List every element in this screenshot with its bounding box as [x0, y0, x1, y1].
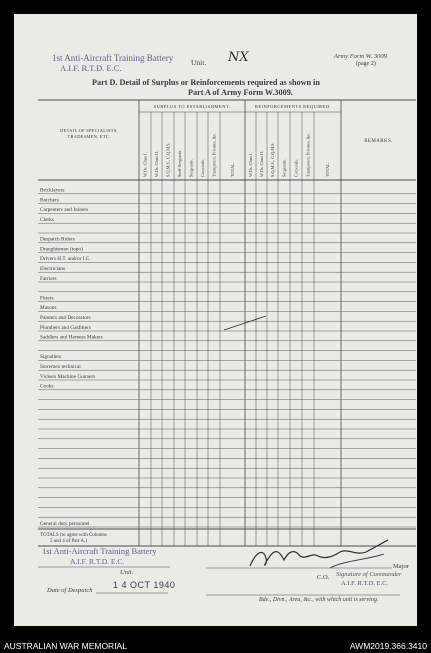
row-label: General duty personnel — [40, 520, 90, 527]
bottom-unit-stamp-line1: 1st Anti-Aircraft Training Battery — [42, 546, 157, 556]
row-label: Draughtsmen (topo) — [40, 246, 83, 253]
unit-stamp-line2: A.I.F. R.T.D. E.C. — [60, 63, 122, 73]
row-label: Bricklayers — [40, 187, 65, 194]
totals-label: TOTALS (to agree with Columns — [40, 533, 107, 538]
row-label: Storemen technical — [40, 364, 81, 370]
surplus-column-header: Corporals. — [200, 158, 205, 177]
reinforcement-column-header: S.Q.M.S., C.Q.M.S. — [270, 142, 275, 177]
row-label: Plumbers and Gasfitters — [40, 324, 91, 331]
caption-left: AUSTRALIAN WAR MEMORIAL — [4, 641, 127, 651]
row-label: Cooks — [40, 383, 54, 390]
row-label: Masons — [40, 305, 57, 312]
reinforcement-column-header: Sergeants. — [281, 159, 287, 177]
row-label: Carpenters and Joiners — [40, 207, 89, 214]
reinforcement-column-header: Corporals. — [293, 158, 299, 177]
caption-bar — [0, 640, 431, 653]
reinforcement-column-header: TOTAL. — [325, 162, 330, 177]
row-label: Drivers H.T. and/or I.C. — [40, 256, 91, 263]
detail-header-line2: TRADESMEN, ETC. — [67, 134, 111, 139]
detail-header: DETAIL OF SPECIALISTS, — [60, 128, 118, 133]
row-label: Signallers — [40, 354, 62, 361]
surplus-header: SURPLUS TO ESTABLISHMENT. — [153, 104, 231, 109]
remarks-header: REMARKS. — [364, 139, 393, 144]
date-stamp: 1 4 OCT 1940 — [113, 580, 176, 590]
row-label: Despatch Riders — [40, 236, 75, 243]
row-label: Electricians — [40, 266, 65, 272]
row-label: Fitters — [40, 295, 54, 302]
totals-label-line2: 5 and 4 of Part A.) — [50, 539, 87, 544]
form-page-ref: (page 2) — [356, 61, 376, 67]
reinforcement-column-header: W.Os. Class I. — [248, 152, 253, 177]
surplus-column-header: W.Os. Class II. — [154, 151, 159, 177]
footer-note: Bde., Divn., Area, &c., with which unit is serving. — [259, 597, 379, 603]
co-label: C.O. — [317, 574, 330, 581]
signature-stamp-line1: Signature of Commander — [336, 571, 402, 578]
row-label: Clerks — [40, 217, 54, 223]
caption-right: AWM2019.366.3410 — [349, 641, 427, 651]
form-title-line2: Part A of Army Form W.3009. — [188, 88, 293, 97]
row-label: Vickers Machine Gunners — [40, 373, 96, 380]
surplus-column-header: TOTAL. — [230, 162, 235, 177]
handwritten-initials: NX — [228, 50, 249, 65]
reinforcements-header: REINFORCEMENTS REQUIRED. — [254, 104, 332, 109]
unit-suffix: Unit. — [191, 58, 207, 67]
form-title: Part D. Detail of Surplus or Reinforcements required as shown in — [92, 78, 320, 87]
unit-label: Unit. — [120, 569, 134, 576]
surplus-column-header: Sergeants. — [188, 159, 194, 177]
row-label: Painters and Decorators — [40, 315, 91, 321]
surplus-column-header: W.Os. Class I. — [142, 152, 148, 177]
unit-stamp-line1: 1st Anti-Aircraft Training Battery — [52, 53, 174, 63]
row-label: Saddlers and Harness Makers — [40, 334, 103, 341]
reinforcement-column-header: W.Os. Class II. — [259, 151, 264, 177]
signature-stamp-line2: A.I.F. R.T.D. E.C. — [341, 580, 389, 587]
surplus-column-header: Staff-Sergeants — [177, 150, 182, 177]
handwritten-signature — [250, 540, 388, 566]
surplus-column-header: Trumpeters, Privates, &c. — [211, 132, 217, 177]
date-label: Date of Despatch — [47, 587, 93, 594]
row-label: Butchers — [40, 197, 59, 204]
bottom-unit-stamp-line2: A.I.F. R.T.D. E.C. — [70, 557, 125, 566]
rank-label: Major — [393, 563, 409, 570]
reinforcement-column-header: Trumpeters, Privates, &c. — [305, 132, 311, 177]
signature-underline — [330, 554, 384, 568]
surplus-column-header: S.Q.M.S., C.Q.M.S. — [165, 142, 171, 177]
row-label: Farriers — [40, 275, 57, 282]
form-reference: Army Form W. 3009 — [334, 53, 387, 60]
